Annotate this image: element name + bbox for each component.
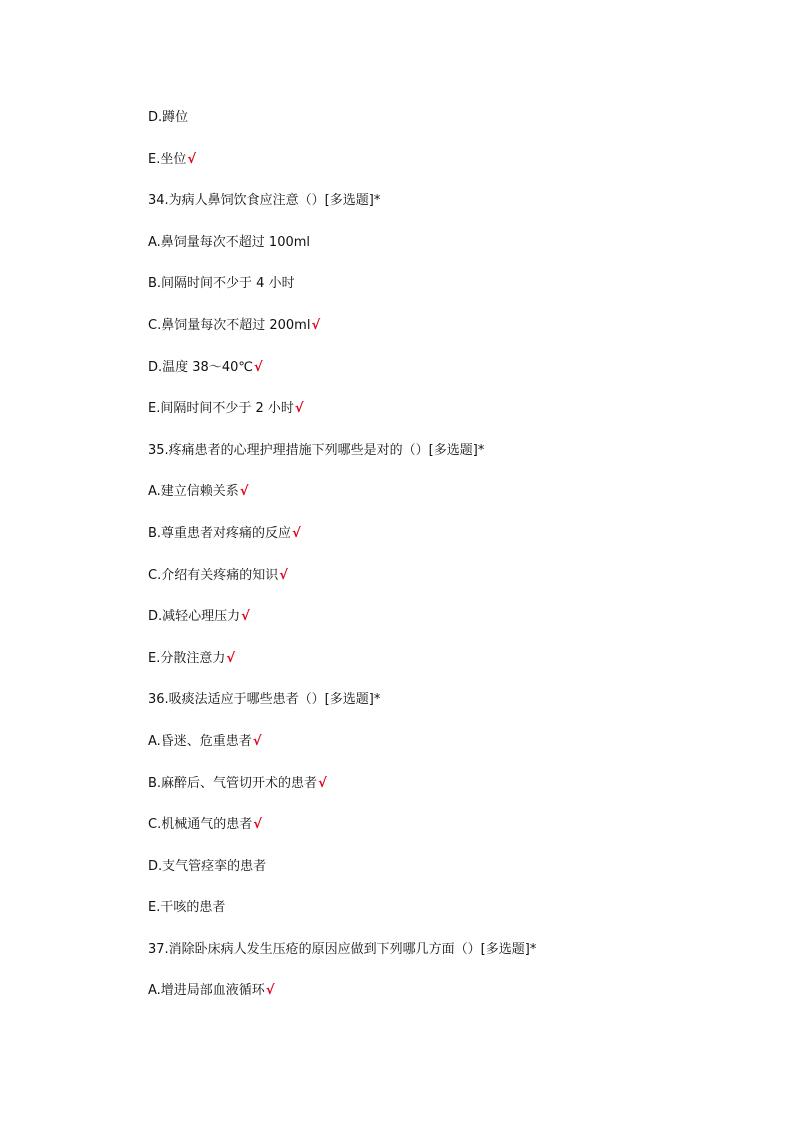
- option-line: [148, 233, 748, 275]
- correct-mark: √: [318, 775, 327, 791]
- line-text: A.建立信赖关系: [148, 484, 239, 500]
- option-line: [148, 649, 748, 691]
- correct-mark: √: [265, 983, 275, 999]
- line-text: D.减轻心理压力: [148, 609, 241, 625]
- line-text: E.间隔时间不少于 2 小时: [148, 401, 294, 417]
- question-line: [148, 690, 748, 732]
- line-text: E.干咳的患者: [148, 900, 226, 916]
- option-line: [148, 857, 748, 899]
- option-line: [148, 732, 748, 774]
- line-text: 36.吸痰法适应于哪些患者（）[多选题]*: [148, 692, 381, 708]
- correct-mark: √: [252, 733, 262, 749]
- correct-mark: √: [294, 401, 304, 417]
- option-line: [148, 274, 748, 316]
- option-line: [148, 774, 748, 816]
- question-line: [148, 191, 748, 233]
- option-line: [148, 524, 748, 566]
- line-text: C.机械通气的患者: [148, 817, 253, 833]
- correct-mark: √: [253, 359, 263, 375]
- line-text: A.增进局部血液循环: [148, 983, 265, 999]
- option-line: [148, 399, 748, 441]
- option-line: [148, 316, 748, 358]
- line-text: C.介绍有关疼痛的知识: [148, 567, 279, 583]
- line-text: E.坐位: [148, 151, 187, 167]
- question-line: [148, 940, 748, 982]
- line-text: 34.为病人鼻饲饮食应注意（）[多选题]*: [148, 193, 381, 209]
- line-text: 35.疼痛患者的心理护理措施下列哪些是对的（）[多选题]*: [148, 442, 485, 458]
- option-line: [148, 566, 748, 608]
- option-line: [148, 815, 748, 857]
- correct-mark: √: [253, 817, 262, 833]
- line-text: B.间隔时间不少于 4 小时: [148, 276, 295, 292]
- option-line: [148, 981, 748, 1023]
- correct-mark: √: [279, 567, 288, 583]
- option-line: [148, 150, 748, 192]
- option-line: [148, 108, 748, 150]
- option-line: [148, 898, 748, 940]
- line-text: A.鼻饲量每次不超过 100ml: [148, 234, 311, 250]
- question-list: [148, 108, 748, 1023]
- correct-mark: √: [226, 650, 236, 666]
- line-text: 37.消除卧床病人发生压疮的原因应做到下列哪几方面（）[多选题]*: [148, 941, 537, 957]
- line-text: E.分散注意力: [148, 650, 226, 666]
- correct-mark: √: [239, 484, 249, 500]
- correct-mark: √: [241, 609, 250, 625]
- correct-mark: √: [187, 151, 197, 167]
- line-text: C.鼻饲量每次不超过 200ml: [148, 317, 311, 333]
- option-line: [148, 482, 748, 524]
- correct-mark: √: [292, 525, 301, 541]
- line-text: B.麻醉后、气管切开术的患者: [148, 775, 318, 791]
- line-text: D.支气管痉挛的患者: [148, 858, 267, 874]
- line-text: B.尊重患者对疼痛的反应: [148, 525, 292, 541]
- line-text: D.蹲位: [148, 110, 189, 125]
- option-line: [148, 358, 748, 400]
- line-text: D.温度 38～40℃: [148, 359, 253, 375]
- option-line: [148, 607, 748, 649]
- correct-mark: √: [311, 317, 321, 333]
- question-line: [148, 441, 748, 483]
- line-text: A.昏迷、危重患者: [148, 733, 252, 749]
